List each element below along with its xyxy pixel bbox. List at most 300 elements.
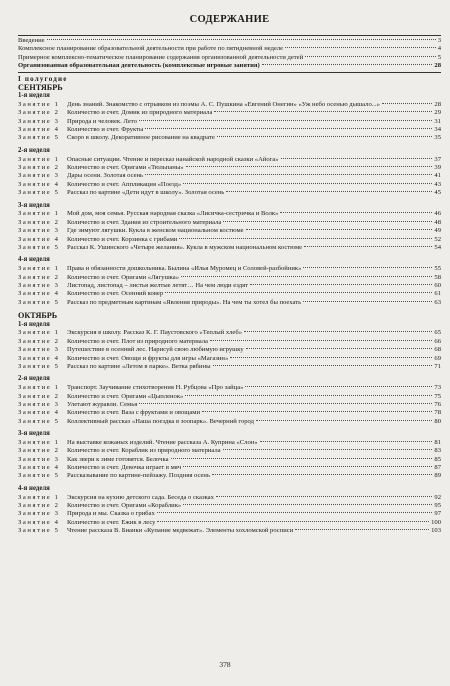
entry-title: Рассказ по предметным картинам «Явления природы». На чем ты хотел бы поехать xyxy=(67,298,302,306)
leader-dots xyxy=(285,47,436,48)
lesson-number: 2 xyxy=(54,337,60,345)
entry-title: Рассказ по картине «Летом в парке». Ветка рябины xyxy=(67,362,211,370)
week-heading: 3-я неделя xyxy=(18,201,50,209)
lesson-number: 4 xyxy=(54,126,60,134)
lesson-label xyxy=(18,363,67,371)
entry-title: Листопад, листопад – листья желтые летят… На чем люди ездят xyxy=(67,281,248,289)
entry-text xyxy=(18,45,283,53)
week-heading: 4-я неделя xyxy=(18,484,50,492)
lesson-entry xyxy=(18,210,441,218)
leader-dots xyxy=(139,120,433,121)
lesson-number: 2 xyxy=(54,273,60,281)
lesson-label xyxy=(18,181,67,189)
lesson-word: Занятие xyxy=(18,510,52,518)
week-heading: 2-я неделя xyxy=(18,375,50,383)
entry-page: 55 xyxy=(434,265,441,273)
entry-page: 3 xyxy=(437,37,441,44)
week-heading: 4-я неделя xyxy=(18,256,50,264)
lesson-word: Занятие xyxy=(18,117,52,125)
lesson-word: Занятие xyxy=(18,218,52,226)
lesson-label xyxy=(18,329,67,337)
leader-dots xyxy=(223,449,433,450)
leader-dots xyxy=(281,158,433,159)
lesson-label xyxy=(18,134,67,142)
half-year-heading: I полугодие xyxy=(18,74,68,83)
lesson-word: Занятие xyxy=(18,493,52,501)
entry-page: 65 xyxy=(434,329,441,337)
entry-page: 31 xyxy=(434,117,441,125)
lesson-label xyxy=(18,210,67,218)
lesson-label xyxy=(18,227,67,235)
leader-dots xyxy=(183,183,432,184)
lesson-entry xyxy=(18,189,441,197)
lesson-number: 2 xyxy=(54,164,60,171)
leader-dots xyxy=(183,504,432,505)
lesson-number: 1 xyxy=(54,493,60,501)
entry-text xyxy=(18,527,293,535)
lesson-number: 3 xyxy=(54,346,60,354)
lesson-word: Занятие xyxy=(18,527,52,535)
entry-page: 80 xyxy=(434,417,441,425)
entry-text xyxy=(18,210,278,218)
lesson-label xyxy=(18,447,67,455)
months-list xyxy=(18,83,441,536)
entry-text xyxy=(18,126,143,134)
lesson-label xyxy=(18,244,67,252)
entry-text xyxy=(18,393,183,401)
entry-page: 58 xyxy=(434,273,441,281)
entry-text xyxy=(18,172,143,180)
week-heading: 3-я неделя xyxy=(18,430,50,438)
lesson-word: Занятие xyxy=(18,265,52,273)
entry-page: 92 xyxy=(434,493,441,501)
entry-page: 37 xyxy=(434,155,441,163)
entry-page: 35 xyxy=(434,134,441,142)
entry-text xyxy=(18,329,242,337)
lesson-entry xyxy=(18,134,441,142)
lesson-number: 5 xyxy=(54,362,60,370)
entry-title: Рассказывание по картине-пейзажу. Поздняя осень xyxy=(67,472,210,480)
entry-text xyxy=(18,62,260,70)
leader-dots xyxy=(181,276,432,277)
leader-dots xyxy=(145,128,432,129)
lesson-entry xyxy=(18,101,441,109)
entry-page: 71 xyxy=(434,362,441,370)
leader-dots xyxy=(260,441,433,442)
entry-page: 95 xyxy=(434,502,441,509)
lesson-label xyxy=(18,472,67,480)
lesson-label xyxy=(18,338,67,346)
entry-page: 78 xyxy=(434,409,441,417)
week-heading: 1-я неделя xyxy=(18,320,50,328)
lesson-entry xyxy=(18,456,441,464)
entry-page: 81 xyxy=(434,438,441,446)
leader-dots xyxy=(295,529,429,530)
lesson-entry xyxy=(18,156,441,164)
lesson-entry xyxy=(18,393,441,401)
lesson-entry xyxy=(18,172,441,180)
lesson-word: Занятие xyxy=(18,438,52,446)
entry-page: 83 xyxy=(434,447,441,455)
lesson-entry xyxy=(18,219,441,227)
leader-dots xyxy=(262,64,433,65)
entry-text xyxy=(18,189,224,197)
lesson-word: Занятие xyxy=(18,346,52,354)
entry-title: Количество и счет. Оригами «Лягушка» xyxy=(67,273,179,281)
lesson-label xyxy=(18,109,67,117)
entry-text xyxy=(18,244,302,252)
entry-page: 97 xyxy=(434,510,441,518)
lesson-number: 4 xyxy=(54,354,60,362)
lesson-word: Занятие xyxy=(18,464,52,472)
intro-rule xyxy=(18,72,441,73)
lesson-entry xyxy=(18,472,441,480)
lesson-label xyxy=(18,101,67,109)
entry-page: 100 xyxy=(431,518,441,526)
lesson-entry xyxy=(18,418,441,426)
entry-title: Дары осени. Золотая осень xyxy=(67,172,144,180)
lesson-word: Занятие xyxy=(18,126,52,134)
lesson-label xyxy=(18,282,67,290)
lesson-label xyxy=(18,290,67,298)
entry-text xyxy=(18,282,248,290)
lesson-entry xyxy=(18,109,441,117)
lesson-entry xyxy=(18,265,441,273)
lesson-label xyxy=(18,346,67,354)
lesson-number: 3 xyxy=(54,400,60,408)
leader-dots xyxy=(305,56,436,57)
entry-page: 29 xyxy=(434,109,441,117)
entry-text xyxy=(18,101,380,109)
entry-text xyxy=(18,134,215,142)
leader-dots xyxy=(303,267,432,268)
entry-title: Природа и человек. Лето xyxy=(67,117,137,125)
lesson-label xyxy=(18,189,67,197)
lesson-label xyxy=(18,527,67,535)
entry-text xyxy=(18,447,221,455)
leader-dots xyxy=(223,221,432,222)
lesson-word: Занятие xyxy=(18,243,52,251)
entry-title: Количество и счет. Овощи и фрукты для игры «Магазин» xyxy=(67,354,229,362)
lesson-number: 1 xyxy=(54,265,60,273)
top-rule xyxy=(18,35,441,36)
leader-dots xyxy=(157,521,429,522)
lesson-entry xyxy=(18,227,441,235)
leader-dots xyxy=(246,229,433,230)
lesson-word: Занятие xyxy=(18,455,52,463)
lesson-entry xyxy=(18,164,441,172)
lesson-word: Занятие xyxy=(18,180,52,188)
lesson-word: Занятие xyxy=(18,172,52,180)
entry-title: Количество и счет. Аппликация «Поезд» xyxy=(67,180,182,188)
entry-page: 75 xyxy=(434,392,441,400)
entry-text xyxy=(18,265,301,273)
entry-title: Количество и счет. Здания из строительного материала xyxy=(67,218,222,226)
lesson-entry xyxy=(18,439,441,447)
lesson-entry xyxy=(18,464,441,472)
lesson-word: Занятие xyxy=(18,109,52,117)
entry-text xyxy=(18,346,244,354)
entry-page: 39 xyxy=(434,164,441,171)
entry-text xyxy=(18,338,208,346)
intro-entry xyxy=(18,54,441,62)
lesson-number: 4 xyxy=(54,464,60,472)
lesson-word: Занятие xyxy=(18,210,52,218)
lesson-number: 4 xyxy=(54,409,60,417)
lesson-number: 3 xyxy=(54,227,60,235)
lesson-number: 3 xyxy=(54,172,60,180)
entry-page: 54 xyxy=(434,243,441,251)
leader-dots xyxy=(304,246,432,247)
lesson-word: Занятие xyxy=(18,189,52,197)
entry-text xyxy=(18,510,155,518)
leader-dots xyxy=(230,357,432,358)
lesson-word: Занятие xyxy=(18,362,52,370)
entry-page: 60 xyxy=(434,281,441,289)
entry-page: 73 xyxy=(434,384,441,392)
lesson-label xyxy=(18,456,67,464)
lesson-label xyxy=(18,393,67,401)
lesson-entry xyxy=(18,244,441,252)
entry-title: Путешествие в осенний лес. Нарисуй свою любимую игрушку xyxy=(67,346,244,354)
lesson-number: 5 xyxy=(54,417,60,425)
entry-text xyxy=(18,494,214,502)
lesson-word: Занятие xyxy=(18,472,52,480)
lesson-word: Занятие xyxy=(18,518,52,526)
lesson-number: 1 xyxy=(54,210,60,218)
entry-title: Комплексное планирование образовательной деятельности при работе по пятидневной неделе xyxy=(18,45,284,53)
leader-dots xyxy=(210,340,432,341)
lesson-label xyxy=(18,236,67,244)
entry-title: Опасные ситуации. Чтение и пересказ нанайской народной сказки «Айога» xyxy=(67,155,279,163)
entry-page: 87 xyxy=(434,464,441,472)
lesson-number: 4 xyxy=(54,180,60,188)
entry-title: Количество и счет. Ваза с фруктами и овощами xyxy=(67,409,200,417)
lesson-number: 2 xyxy=(54,109,60,117)
leader-dots xyxy=(244,331,432,332)
entry-text xyxy=(18,502,181,510)
lesson-label xyxy=(18,164,67,172)
entry-title: Количество и счет. Оригами «Цыпленок» xyxy=(67,392,184,400)
intro-section xyxy=(18,37,441,71)
lesson-number: 1 xyxy=(54,155,60,163)
entry-title: Как звери к зиме готовятся. Белочка xyxy=(67,455,169,463)
entry-page: 103 xyxy=(431,527,441,535)
lesson-number: 1 xyxy=(54,384,60,392)
entry-title: На выставке кожаных изделий. Чтение рассказа А. Куприна «Слон» xyxy=(67,438,258,446)
entry-page: 49 xyxy=(434,227,441,235)
entry-page: 48 xyxy=(434,218,441,226)
lesson-number: 4 xyxy=(54,518,60,526)
lesson-word: Занятие xyxy=(18,281,52,289)
lesson-label xyxy=(18,265,67,273)
entry-page: 28 xyxy=(434,100,441,108)
entry-title: Введение xyxy=(18,37,45,44)
entry-text xyxy=(18,299,301,307)
leader-dots xyxy=(179,238,432,239)
entry-title: Экскурсия в школу. Рассказ К. Г. Паустовского «Теплый хлеб» xyxy=(67,329,243,337)
lesson-label xyxy=(18,384,67,392)
lesson-number: 2 xyxy=(54,218,60,226)
leader-dots xyxy=(216,496,433,497)
lesson-label xyxy=(18,355,67,363)
leader-dots xyxy=(183,466,432,467)
lesson-entry xyxy=(18,527,441,535)
lesson-number: 3 xyxy=(54,510,60,518)
lesson-entry xyxy=(18,329,441,337)
leader-dots xyxy=(47,39,436,40)
lesson-label xyxy=(18,299,67,307)
entry-page: 76 xyxy=(434,400,441,408)
leader-dots xyxy=(226,191,432,192)
entry-page: 4 xyxy=(437,45,441,53)
lesson-number: 4 xyxy=(54,235,60,243)
lesson-word: Занятие xyxy=(18,155,52,163)
leader-dots xyxy=(157,512,433,513)
entry-title: Рассказ по картине «Дети идут в школу». Золотая осень xyxy=(67,189,225,197)
lesson-entry xyxy=(18,346,441,354)
entry-text xyxy=(18,164,184,172)
entry-text xyxy=(18,384,243,392)
entry-text xyxy=(18,236,177,244)
lesson-label xyxy=(18,510,67,518)
lesson-number: 5 xyxy=(54,298,60,306)
leader-dots xyxy=(303,301,432,302)
lesson-number: 3 xyxy=(54,455,60,463)
entry-title: Количество и счет. Домик из природного материала xyxy=(67,109,213,117)
lesson-word: Занятие xyxy=(18,409,52,417)
lesson-entry xyxy=(18,274,441,282)
month-heading: ОКТЯБРЬ xyxy=(18,311,58,321)
lesson-label xyxy=(18,118,67,126)
lesson-label xyxy=(18,464,67,472)
entry-text xyxy=(18,418,254,426)
entry-title: Рассказ К. Ушинского «Четыре желания». Кукла в мужском национальном костюме xyxy=(67,243,303,251)
lesson-number: 3 xyxy=(54,281,60,289)
week-heading: 1-я неделя xyxy=(18,92,50,100)
entry-title: Количество и счет. Кораблик из природного материала xyxy=(67,447,221,455)
entry-text xyxy=(18,109,212,117)
entry-page: 34 xyxy=(434,126,441,134)
toc-page xyxy=(18,10,441,536)
lesson-number: 1 xyxy=(54,329,60,337)
lesson-entry xyxy=(18,126,441,134)
page-number: 378 xyxy=(219,660,231,669)
leader-dots xyxy=(186,166,433,167)
leader-dots xyxy=(165,292,432,293)
lesson-label xyxy=(18,156,67,164)
lesson-word: Занятие xyxy=(18,392,52,400)
entry-page: 63 xyxy=(434,298,441,306)
lesson-number: 5 xyxy=(54,134,60,142)
lesson-label xyxy=(18,219,67,227)
lesson-entry xyxy=(18,282,441,290)
entry-text xyxy=(18,156,279,164)
lesson-label xyxy=(18,172,67,180)
month-heading: СЕНТЯБРЬ xyxy=(18,82,63,92)
page-title: СОДЕРЖАНИЕ xyxy=(189,14,270,25)
entry-text xyxy=(18,401,137,409)
lesson-label xyxy=(18,401,67,409)
entry-page: 66 xyxy=(434,337,441,345)
lesson-word: Занятие xyxy=(18,227,52,235)
entry-page: 46 xyxy=(434,210,441,218)
entry-text xyxy=(18,37,45,45)
lesson-word: Занятие xyxy=(18,502,52,509)
leader-dots xyxy=(217,136,433,137)
lesson-entry xyxy=(18,118,441,126)
entry-title: Природа и мы. Сказка о грибах xyxy=(67,510,155,518)
entry-title: Права и обязанности дошкольника. Былина «Илья Муромец и Соловей-разбойник» xyxy=(67,265,302,273)
entry-text xyxy=(18,409,200,417)
entry-title: День знаний. Знакомство с отрывком из поэмы А. С. Пушкина «Евгений Онегин» «Уж небо осенью дышало...» xyxy=(67,100,380,108)
entry-title: Чтение рассказа В. Бианки «Купание медвежат». Элементы хохломской росписи xyxy=(67,527,294,535)
entry-text xyxy=(18,519,155,527)
leader-dots xyxy=(256,420,432,421)
lesson-word: Занятие xyxy=(18,384,52,392)
entry-text xyxy=(18,456,169,464)
entry-text xyxy=(18,472,210,480)
entry-text xyxy=(18,181,181,189)
lesson-word: Занятие xyxy=(18,100,52,108)
entry-title: Экскурсия на кухню детского сада. Беседа о сказках xyxy=(67,493,214,501)
entry-page: 85 xyxy=(434,455,441,463)
lesson-label xyxy=(18,494,67,502)
lesson-entry xyxy=(18,236,441,244)
lesson-word: Занятие xyxy=(18,273,52,281)
lesson-number: 1 xyxy=(54,100,60,108)
lesson-entry xyxy=(18,181,441,189)
entry-title: Количество и счет. Корзинка с грибами xyxy=(67,235,178,243)
leader-dots xyxy=(139,403,432,404)
lesson-entry xyxy=(18,447,441,455)
lesson-entry xyxy=(18,409,441,417)
leader-dots xyxy=(213,365,433,366)
lesson-label xyxy=(18,126,67,134)
entry-text xyxy=(18,355,228,363)
lesson-entry xyxy=(18,363,441,371)
lesson-word: Занятие xyxy=(18,417,52,425)
entry-text xyxy=(18,290,163,298)
lesson-word: Занятие xyxy=(18,134,52,142)
lesson-word: Занятие xyxy=(18,400,52,408)
lesson-entry xyxy=(18,338,441,346)
intro-entry xyxy=(18,37,441,45)
entry-text xyxy=(18,118,137,126)
lesson-word: Занятие xyxy=(18,290,52,298)
leader-dots xyxy=(250,284,432,285)
entry-page: 41 xyxy=(434,172,441,180)
entry-title: Количество и счет. Оригами «Тюльпаны» xyxy=(67,164,184,171)
lesson-number: 3 xyxy=(54,117,60,125)
lesson-word: Занятие xyxy=(18,337,52,345)
lesson-number: 5 xyxy=(54,189,60,197)
leader-dots xyxy=(246,348,433,349)
entry-page: 69 xyxy=(434,354,441,362)
lesson-number: 5 xyxy=(54,527,60,535)
entry-title: Примерное комплексно-тематическое планирование содержания организованной деятельности детей xyxy=(18,53,304,61)
entry-text xyxy=(18,227,244,235)
entry-page: 89 xyxy=(434,472,441,480)
lesson-word: Занятие xyxy=(18,354,52,362)
entry-page: 45 xyxy=(434,189,441,197)
entry-title: Скоро в школу. Декоративное рисование на квадрате xyxy=(67,134,215,142)
lesson-number: 2 xyxy=(54,392,60,400)
entry-text xyxy=(18,464,181,472)
lesson-entry xyxy=(18,401,441,409)
leader-dots xyxy=(382,103,432,104)
entry-page: 5 xyxy=(437,53,441,61)
